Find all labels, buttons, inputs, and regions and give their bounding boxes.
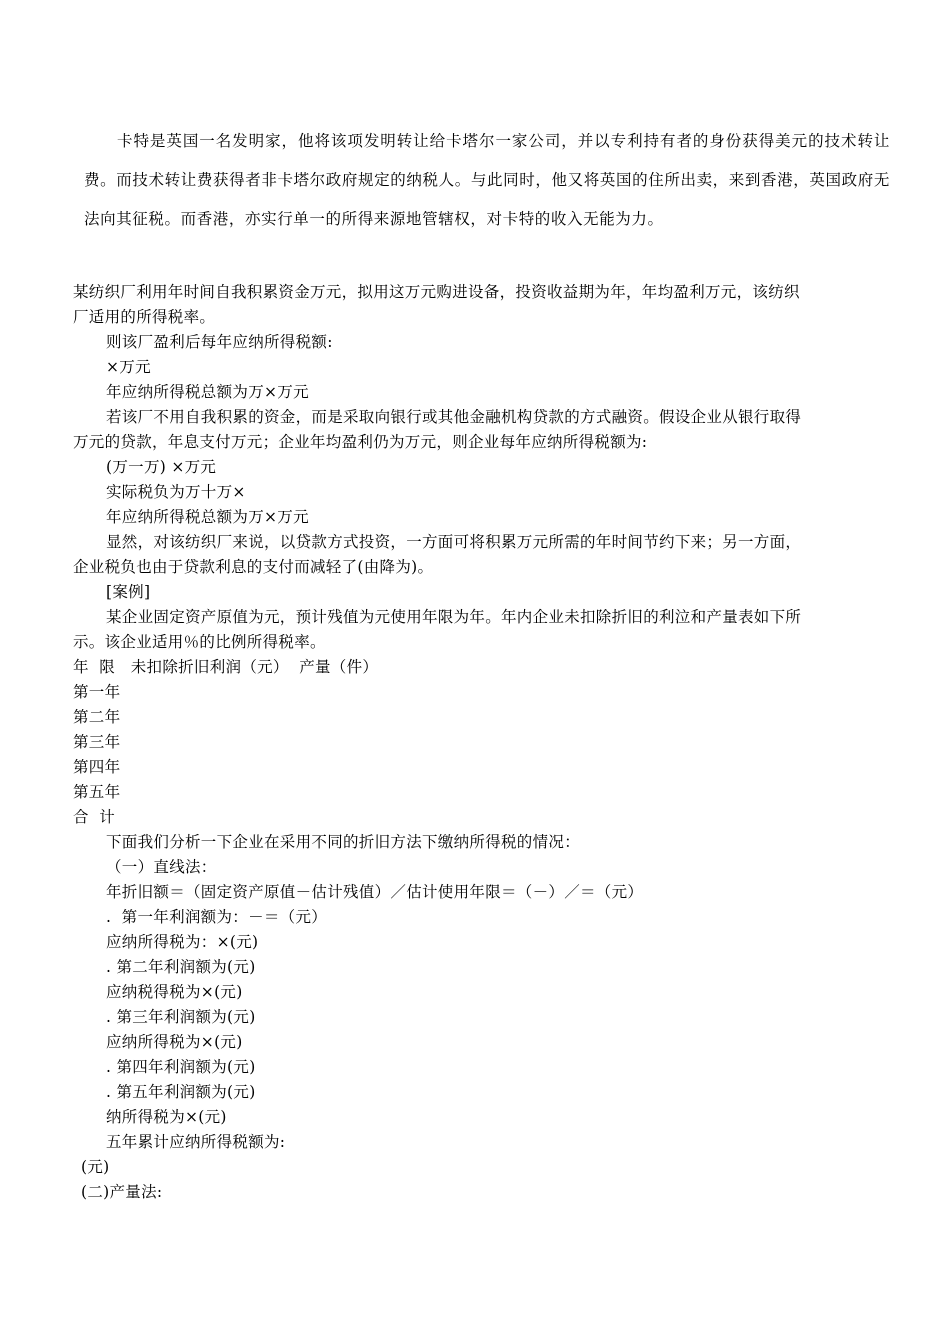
text-line: 示。该企业适用％的比例所得税率。 (73, 633, 326, 651)
table-total-label: 合 计 (73, 808, 116, 826)
text-line: 显然，对该纺织厂来说，以贷款方式投资，一方面可将积累万元所需的年时间节约下来；另一方面， (106, 533, 802, 551)
table-row-label: 第三年 (73, 733, 121, 751)
text-line: 应纳所得税为：×(元) (106, 933, 259, 951)
document-body (73, 280, 863, 1205)
text-line: 五年累计应纳所得税额为: (106, 1133, 286, 1151)
text-line: 下面我们分析一下企业在采用不同的折旧方法下缴纳所得税的情况： (106, 833, 581, 851)
text-line: 年应纳所得税总额为万×万元 (106, 383, 309, 401)
text-line: . 第一年利润额为：－＝（元） (106, 908, 328, 926)
text-line: 某纺织厂利用年时间自我积累资金万元，拟用这万元购进设备，投资收益期为年，年均盈利万元，该纺织 (73, 283, 800, 301)
text-line: 某企业固定资产原值为元，预计残值为元使用年限为年。年内企业未扣除折旧的利泣和产量表如下所 (106, 608, 802, 626)
text-line: 厂适用的所得税率。 (73, 308, 216, 326)
text-line: 应纳所得税为×(元) (106, 1033, 243, 1051)
formula-line: 年折旧额＝（固定资产原值－估计残值）／估计使用年限＝（－）／＝（元） (106, 883, 644, 901)
section-heading: (二)产量法: (81, 1183, 163, 1201)
table-header-line: 年 限 未扣除折旧利润（元） 产量（件） (73, 658, 379, 676)
table-row-label: 第一年 (73, 683, 121, 701)
text-line: 若该厂不用自我积累的资金，而是采取向银行或其他金融机构贷款的方式融资。假设企业从银行取得 (106, 408, 802, 426)
text-line: . 第五年利润额为(元) (106, 1083, 256, 1101)
case-heading: [案例] (106, 583, 151, 601)
text-line: . 第二年利润额为(元) (106, 958, 256, 976)
text-line: . 第四年利润额为(元) (106, 1058, 256, 1076)
text-line: 年应纳所得税总额为万×万元 (106, 508, 309, 526)
text-line: 则该厂盈利后每年应纳所得税额: (106, 333, 333, 351)
text-line: 万元的贷款，年息支付万元；企业年均盈利仍为万元，则企业每年应纳所得税额为: (73, 433, 648, 451)
text-line: 纳所得税为×(元) (106, 1108, 227, 1126)
table-row-label: 第二年 (73, 708, 121, 726)
intro-paragraph: 卡特是英国一名发明家，他将该项发明转让给卡塔尔一家公司，并以专利持有者的身份获得美元的技术转让费。而技术转让费获得者非卡塔尔政府规定的纳税人。与此同时，他又将英国的住所出卖，来到香港，英国政府无法向其征税。而香港，亦实行单一的所得来源地管辖权，对卡特的收入无能为力。 (84, 132, 890, 228)
text-line: (元) (81, 1158, 110, 1176)
text-line: ×万元 (106, 358, 151, 376)
table-row-label: 第五年 (73, 783, 121, 801)
text-line: . 第三年利润额为(元) (106, 1008, 256, 1026)
text-line: 实际税负为万十万× (106, 483, 246, 501)
text-line: (万一万) ×万元 (106, 458, 217, 476)
text-line: 企业税负也由于贷款利息的支付而减轻了(由降为)。 (73, 558, 434, 576)
text-line: 应纳税得税为×(元) (106, 983, 243, 1001)
section-heading: （一）直线法： (106, 858, 217, 876)
table-row-label: 第四年 (73, 758, 121, 776)
